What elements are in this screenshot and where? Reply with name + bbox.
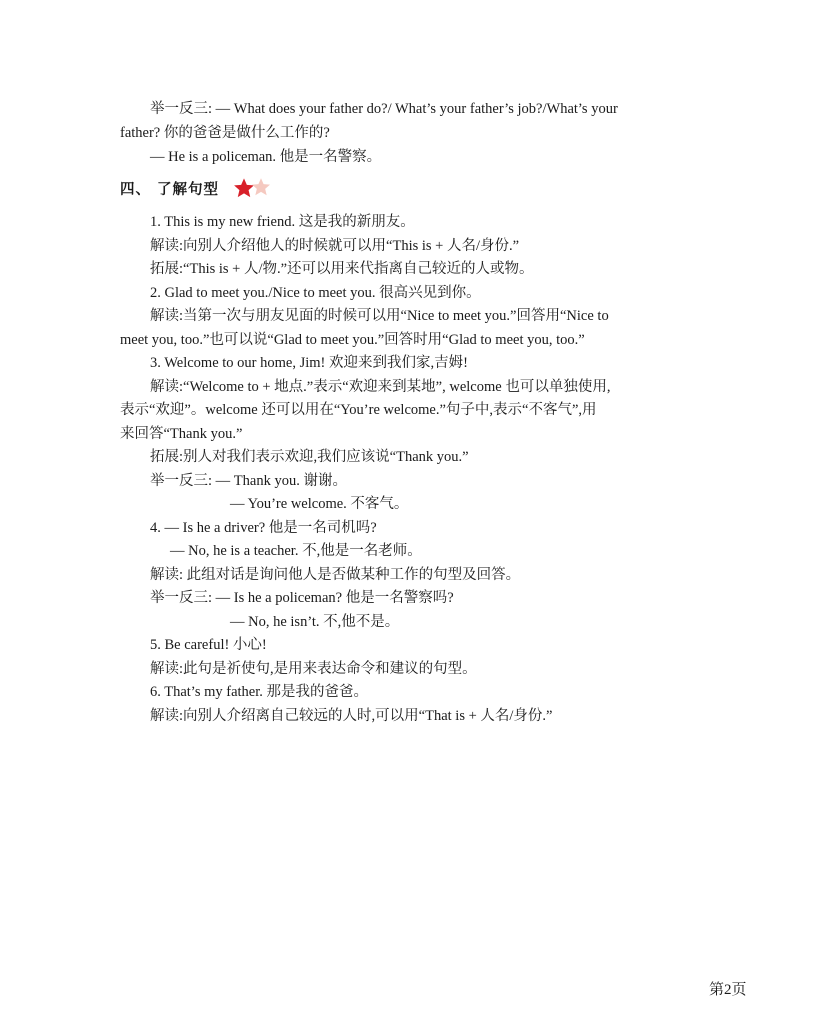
text-line: 表示“欢迎”。welcome 还可以用在“You’re welcome.”句子中,表示“不客气”,用 (120, 402, 597, 418)
text-line: 拓展:“This is + 人/物.”还可以用来代指离自己较近的人或物。 (150, 261, 534, 277)
text-line: 5. Be careful! 小心! (150, 637, 267, 653)
text-line: — You’re welcome. 不客气。 (230, 496, 409, 512)
text-line: 举一反三: — Is he a policeman? 他是一名警察吗? (150, 590, 454, 606)
text-line: 6. That’s my father. 那是我的爸爸。 (150, 684, 369, 700)
text-line: 举一反三: — What does your father do?/ What’s your father’s job?/What’s your (150, 101, 618, 117)
text-line: 举一反三: — Thank you. 谢谢。 (150, 473, 347, 489)
text-line: 解读:此句是祈使句,是用来表达命令和建议的句型。 (150, 661, 477, 677)
star-rating (233, 177, 271, 199)
text-line: 来回答“Thank you.” (120, 426, 243, 442)
text-line: 4. — Is he a driver? 他是一名司机吗? (150, 520, 377, 536)
text-line: father? 你的爸爸是做什么工作的? (120, 125, 330, 141)
text-line: 解读:向别人介绍他人的时候就可以用“This is + 人名/身份.” (150, 238, 520, 254)
text-line: — No, he isn’t. 不,他不是。 (230, 614, 400, 630)
text-line: 2. Glad to meet you./Nice to meet you. 很高兴见到你。 (150, 285, 481, 301)
text-line: 3. Welcome to our home, Jim! 欢迎来到我们家,吉姆! (150, 355, 468, 371)
text-line: 解读:“Welcome to + 地点.”表示“欢迎来到某地”, welcome 也可以单独使用, (150, 379, 611, 395)
text-line: 解读:向别人介绍离自己较远的人时,可以用“That is + 人名/身份.” (150, 708, 553, 724)
text-line: 解读:当第一次与朋友见面的时候可以用“Nice to meet you.”回答用“Nice to (150, 308, 609, 324)
text-line: 解读: 此组对话是询问他人是否做某种工作的句型及回答。 (150, 567, 521, 583)
text-line: 1. This is my new friend. 这是我的新朋友。 (150, 214, 415, 230)
text-line: 拓展:别人对我们表示欢迎,我们应该说“Thank you.” (150, 449, 469, 465)
text-line: meet you, too.”也可以说“Glad to meet you.”回答时用“Glad to meet you, too.” (120, 332, 585, 348)
text-line: — He is a policeman. 他是一名警察。 (150, 149, 382, 165)
section-title: 四、 了解句型 (120, 181, 220, 198)
section-heading (120, 176, 271, 200)
page-number: 第2页 (709, 982, 747, 998)
star-empty-icon (251, 177, 271, 197)
text-line: — No, he is a teacher. 不,他是一名老师。 (170, 543, 422, 559)
